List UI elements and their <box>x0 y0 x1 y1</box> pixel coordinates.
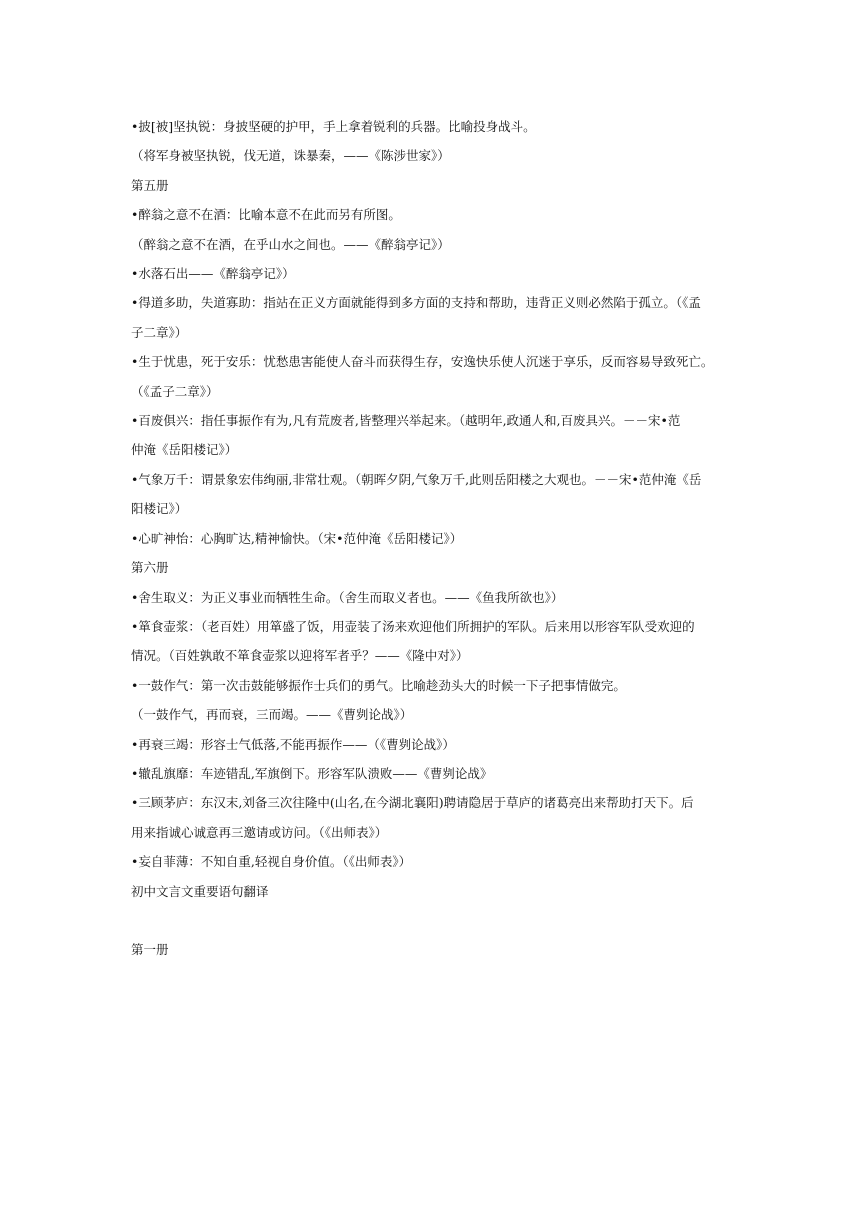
text-line: •再衰三竭：形容士气低落,不能再振作——（《曹刿论战》） <box>131 736 455 752</box>
text-line: •妄自菲薄：不知自重,轻视自身价值。（《出师表》） <box>131 854 412 870</box>
text-line: 仲淹《岳阳楼记》） <box>131 442 238 458</box>
blank-line <box>131 906 731 935</box>
text-line: 用来指诚心诚意再三邀请或访问。（《出师表》） <box>131 824 388 840</box>
text-line: •一鼓作气：第一次击鼓能够振作士兵们的勇气。比喻趁劲头大的时候一下子把事情做完。 <box>131 677 626 693</box>
text-line: （一鼓作气，再而衰，三而竭。——《曹刿论战》） <box>131 707 413 723</box>
text-line: •醉翁之意不在酒：比喻本意不在此而另有所图。 <box>131 207 401 223</box>
text-line: （将军身被坚执锐，伐无道，诛暴秦，——《陈涉世家》） <box>131 148 450 164</box>
section-heading: 第五册 <box>131 177 169 193</box>
text-line: •辙乱旗靡：车迹错乱,军旗倒下。形容军队溃败——《曹刿论战》 <box>131 765 493 781</box>
text-line: •三顾茅庐：东汉末,刘备三次往隆中(山名,在今湖北襄阳)聘请隐居于草庐的诸葛亮出来帮助打天下。后 <box>131 795 694 811</box>
text-line: 情况。（百姓孰敢不箪食壶浆以迎将军者乎？——《隆中对》） <box>131 648 469 664</box>
text-line: 子二章》） <box>131 324 188 340</box>
text-line: •披[被]坚执锐：身披坚硬的护甲，手上拿着锐利的兵器。比喻投身战斗。 <box>131 119 536 134</box>
section-heading: 初中文言文重要语句翻译 <box>131 883 269 899</box>
text-line: 阳楼记》） <box>131 501 188 517</box>
document-body <box>131 112 731 965</box>
text-line: •生于忧患，死于安乐：忧愁患害能使人奋斗而获得生存，安逸快乐使人沉迷于享乐，反而容易导致死亡。 <box>131 354 714 370</box>
text-line: •舍生取义：为正义事业而牺牲生命。（舍生而取义者也。——《鱼我所欲也》） <box>131 589 564 605</box>
section-heading: 第六册 <box>131 560 169 576</box>
text-line: •得道多助，失道寡助：指站在正义方面就能得到多方面的支持和帮助，违背正义则必然陷于孤立。（《孟 <box>131 295 701 311</box>
text-line: •水落石出——《醉翁亭记》） <box>131 266 295 282</box>
text-line: （《孟子二章》） <box>131 383 219 399</box>
text-line: •百废俱兴：指任事振作有为,凡有荒废者,皆整理兴举起来。（越明年,政通人和,百废具兴。－－宋•范 <box>131 413 681 429</box>
text-line: •气象万千：谓景象宏伟绚丽,非常壮观。（朝晖夕阴,气象万千,此则岳阳楼之大观也。－－宋•范仲淹《岳 <box>131 471 702 487</box>
text-line: •心旷神怡：心胸旷达,精神愉快。（宋•范仲淹《岳阳楼记》） <box>131 530 463 546</box>
text-line: •箪食壶浆：（老百姓）用箪盛了饭，用壶装了汤来欢迎他们所拥护的军队。后来用以形容军队受欢迎的 <box>131 618 695 634</box>
text-line: （醉翁之意不在酒，在乎山水之间也。——《醉翁亭记》） <box>131 236 450 252</box>
section-heading: 第一册 <box>131 942 169 958</box>
